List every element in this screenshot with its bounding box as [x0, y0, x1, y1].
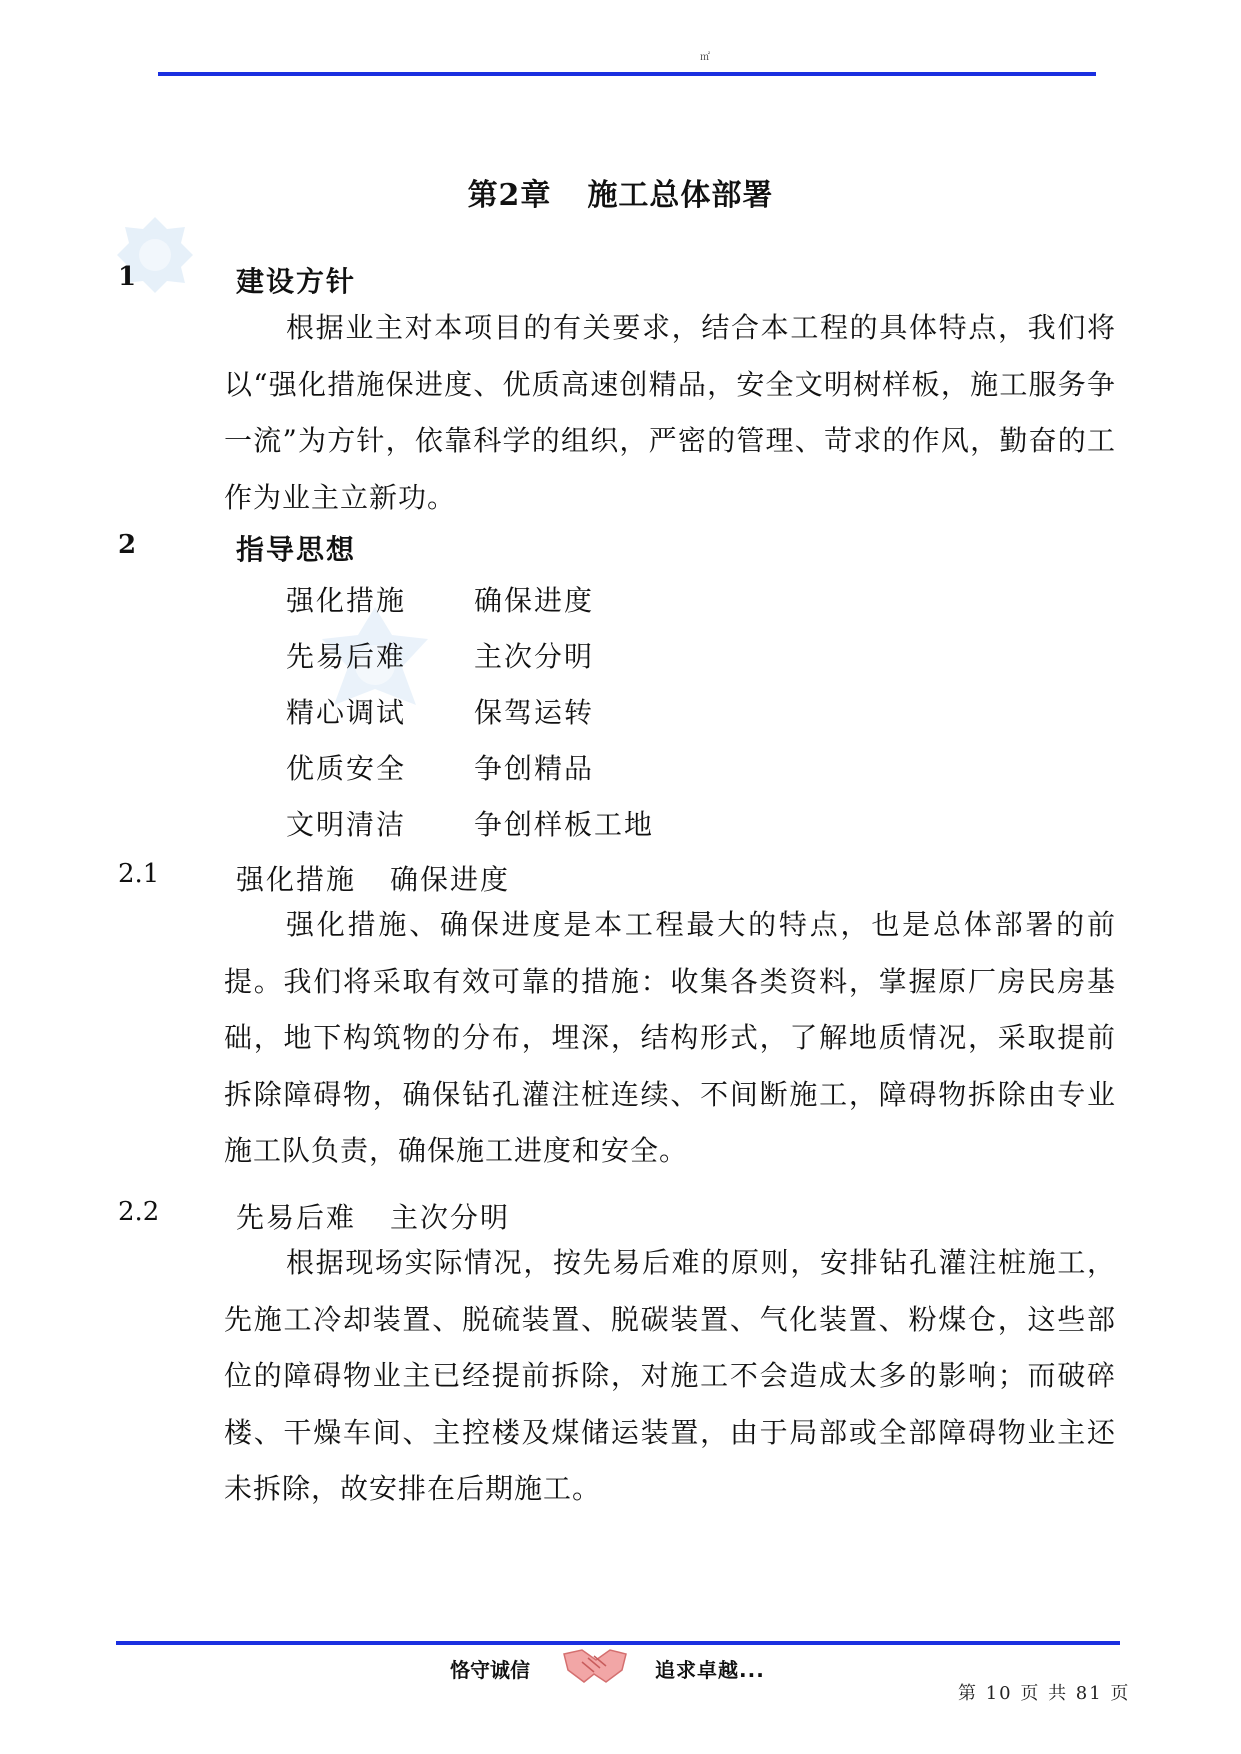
- guideline-right: 争创精品: [474, 752, 595, 785]
- subsection-title-a: 强化措施: [236, 863, 357, 896]
- guideline-right: 确保进度: [474, 584, 595, 617]
- section-title: 建设方针: [236, 265, 357, 298]
- section-paragraph: 根据业主对本项目的有关要求，结合本工程的具体特点，我们将以“强化措施保进度、优质高速创精品，安全文明树样板，施工服务争一流”为方针，依靠科学的组织，严密的管理、苛求的作风，勤奋的工作为业主立新功。: [224, 311, 1116, 514]
- section-title: 指导思想: [236, 533, 357, 566]
- guideline-row: [286, 579, 595, 619]
- subsection-title: [236, 858, 510, 898]
- page-number: 第 10 页 共 81 页: [958, 1683, 1131, 1704]
- guideline-row: [286, 747, 595, 787]
- guideline-left: 先易后难: [286, 640, 407, 673]
- guideline-left: 强化措施: [286, 584, 407, 617]
- guideline-row: [286, 691, 595, 731]
- subsection-title-a: 先易后难: [236, 1201, 357, 1234]
- guideline-left: 优质安全: [286, 752, 407, 785]
- footer-motto-right: 追求卓越...: [655, 1658, 765, 1682]
- chapter-number: 第2章: [467, 178, 552, 213]
- header-rule: [158, 72, 1096, 76]
- subsection-number: 2.1: [118, 859, 160, 889]
- guideline-left: 精心调试: [286, 696, 407, 729]
- guideline-right: 争创样板工地: [474, 808, 655, 841]
- header-mark: ㎡: [700, 52, 710, 63]
- guideline-right: 保驾运转: [474, 696, 595, 729]
- guideline-left: 文明清洁: [286, 808, 407, 841]
- chapter-title: [0, 170, 1241, 214]
- guideline-row: [286, 635, 595, 675]
- section-number: 1: [118, 262, 137, 292]
- guideline-right: 主次分明: [474, 640, 595, 673]
- guideline-row: [286, 803, 655, 843]
- chapter-name: 施工总体部署: [587, 178, 774, 213]
- subsection-title-b: 主次分明: [390, 1201, 511, 1234]
- subsection-paragraph: 强化措施、确保进度是本工程最大的特点，也是总体部署的前提。我们将采取有效可靠的措施：收集各类资料，掌握原厂房民房基础，地下构筑物的分布，埋深，结构形式，了解地质情况，采取提前拆除障碍物，确保钻孔灌注桩连续、不间断施工，障碍物拆除由专业施工队负责，确保施工进度和安全。: [224, 908, 1116, 1167]
- subsection-title: [236, 1196, 510, 1236]
- subsection-number: 2.2: [118, 1197, 160, 1227]
- handshake-icon: [562, 1644, 628, 1688]
- footer-motto-left: 恪守诚信: [450, 1658, 530, 1682]
- subsection-paragraph: 根据现场实际情况，按先易后难的原则，安排钻孔灌注桩施工，先施工冷却装置、脱硫装置、脱碳装置、气化装置、粉煤仓，这些部位的障碍物业主已经提前拆除，对施工不会造成太多的影响；而破碎楼、干燥车间、主控楼及煤储运装置，由于局部或全部障碍物业主还未拆除，故安排在后期施工。: [224, 1246, 1116, 1505]
- subsection-title-b: 确保进度: [390, 863, 511, 896]
- section-number: 2: [118, 530, 137, 560]
